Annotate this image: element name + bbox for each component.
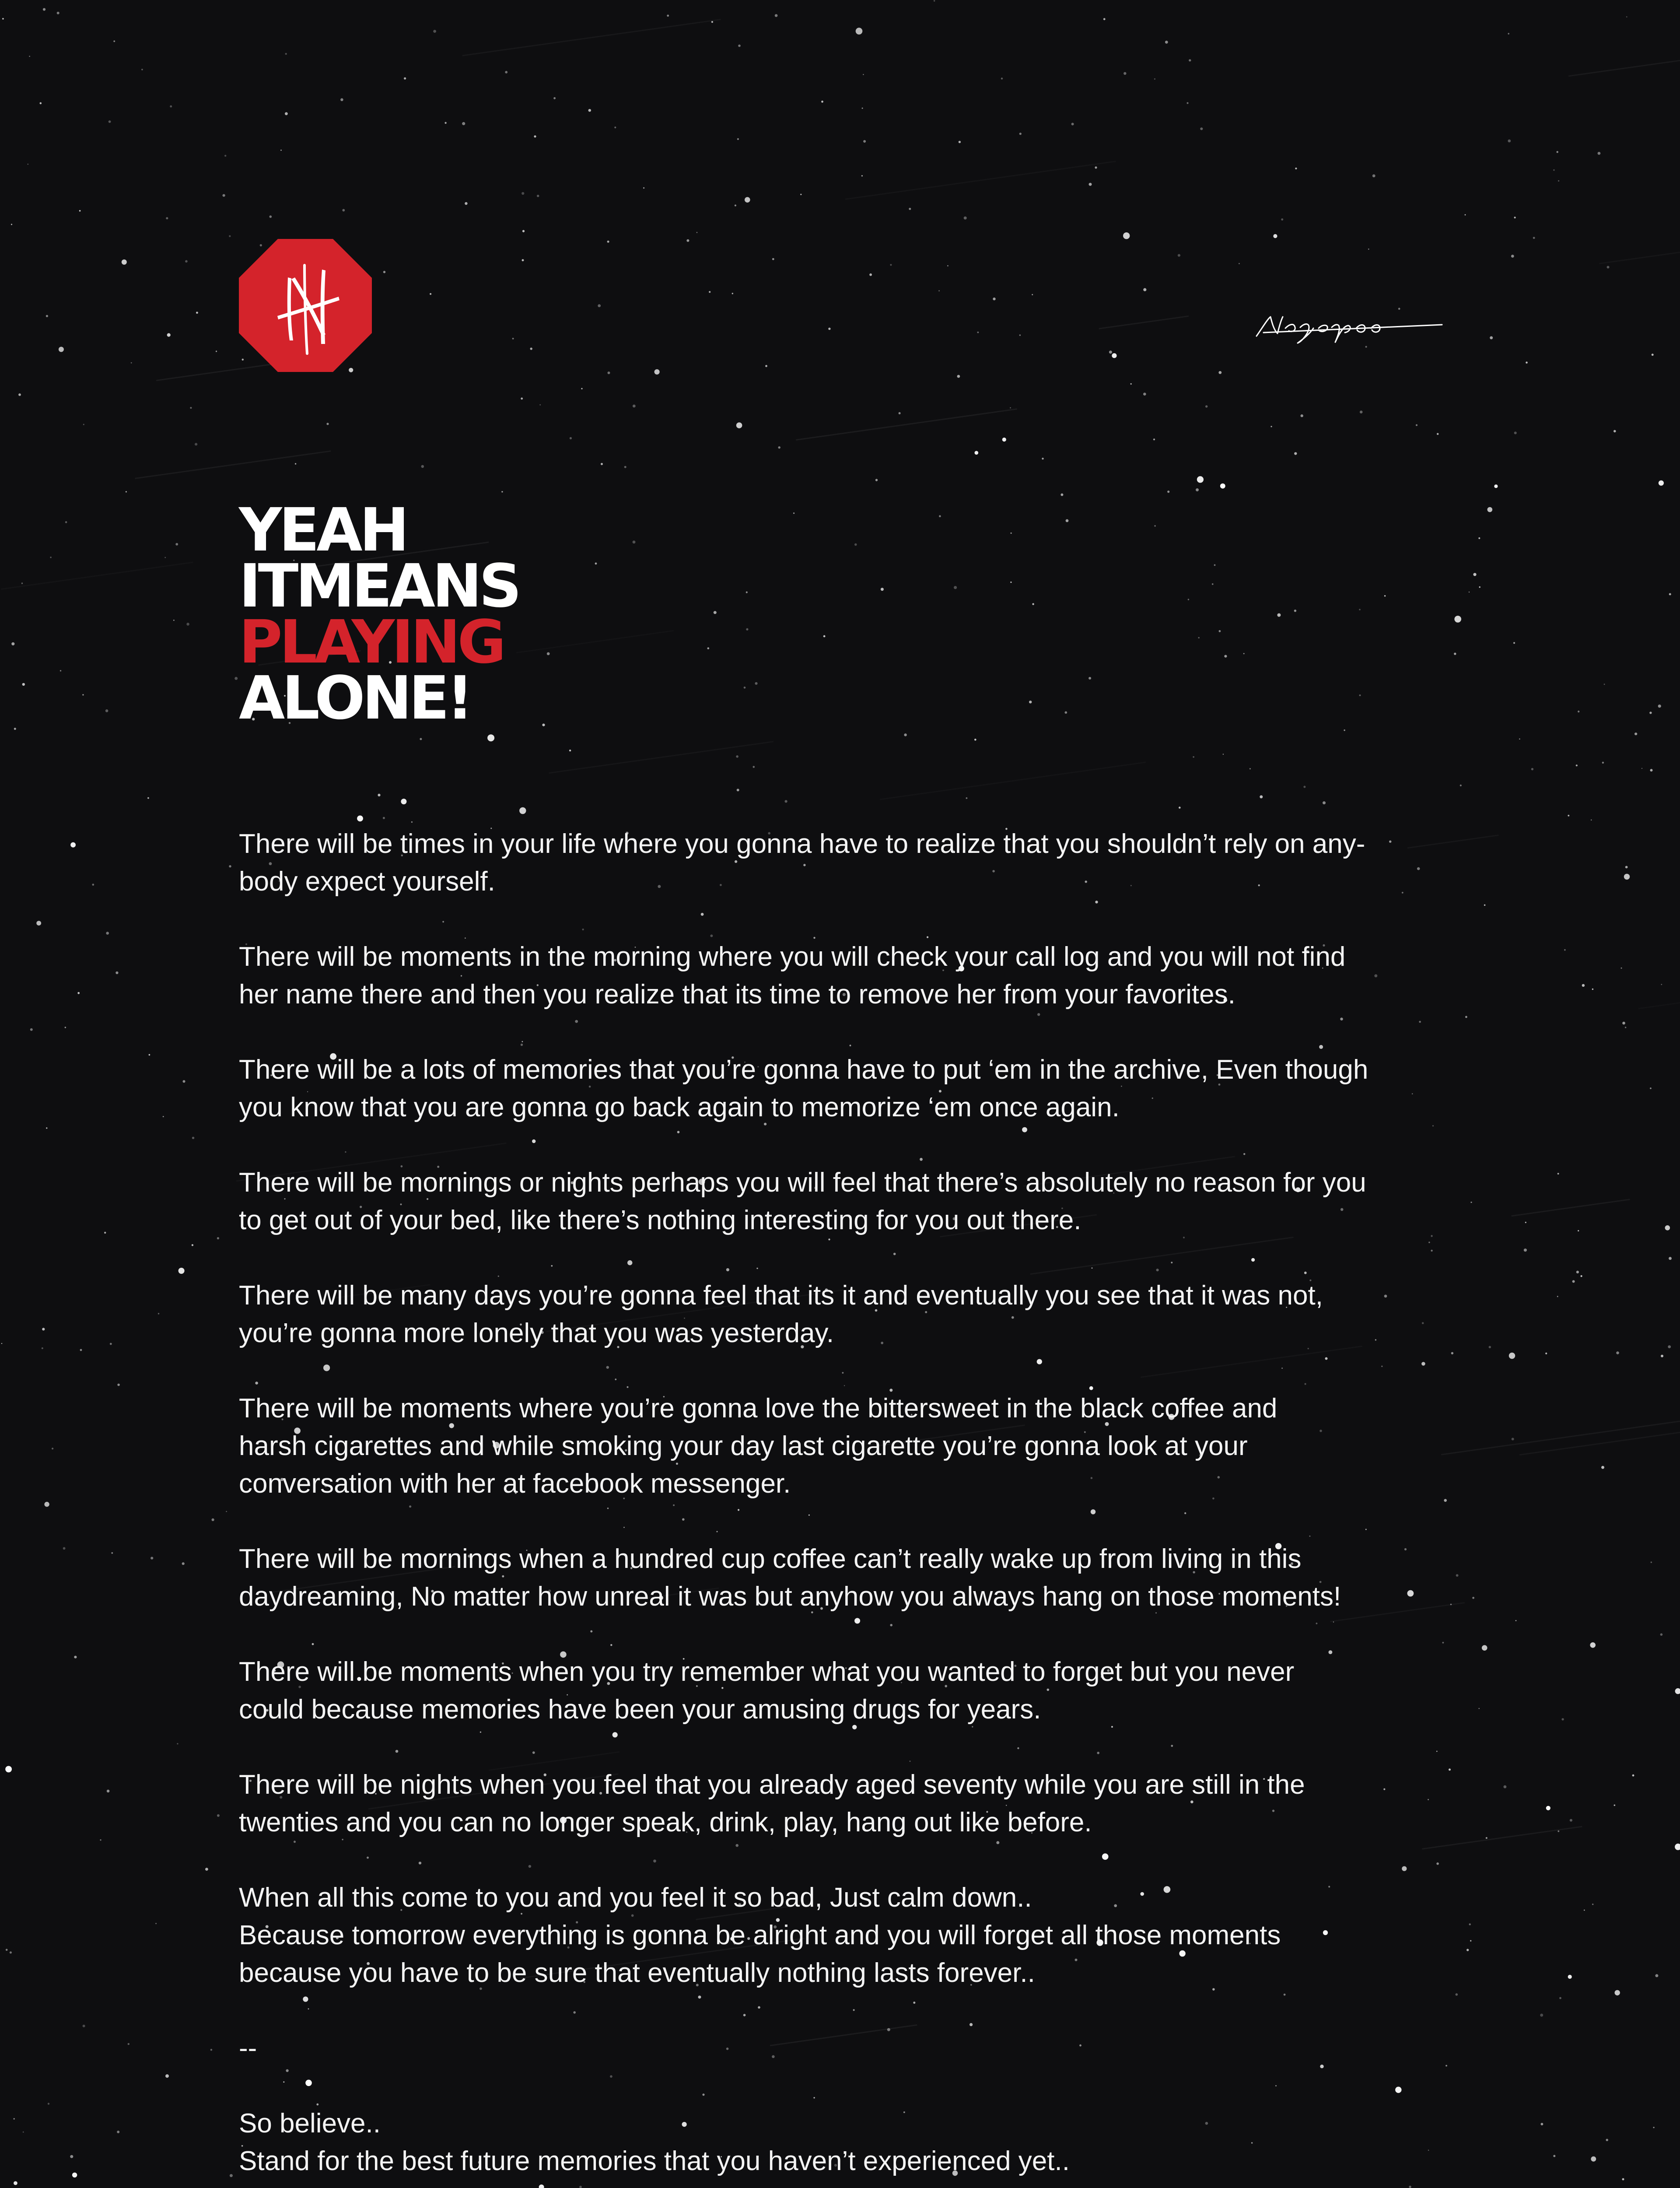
paragraph-line: So believe.. [239, 2108, 381, 2139]
paragraph-line: -- [239, 2033, 257, 2063]
paragraph-line: There will be mornings or nights perhaps you will feel that there’s absolutely no reason for you [239, 1168, 1366, 1198]
paragraph-line: When all this come to you and you feel it so bad, Just calm down.. [239, 1883, 1032, 1913]
headline-line-2: ITMEANS [239, 552, 519, 621]
paragraph [239, 825, 1446, 901]
paragraph-line: There will be mornings when a hundred cup coffee can’t really wake up from living in this [239, 1544, 1302, 1574]
paragraph-line: twenties and you can no longer speak, drink, play, hang out like before. [239, 1807, 1092, 1837]
paragraph [239, 1051, 1446, 1126]
paragraph-line: There will be many days you’re gonna feel that its it and eventually you see that it was not, [239, 1280, 1323, 1311]
paragraph-line: There will be nights when you feel that you already aged seventy while you are still in the [239, 1770, 1305, 1800]
paragraph-line: you’re gonna more lonely that you was yesterday. [239, 1318, 834, 1348]
paragraph-line: body expect yourself. [239, 866, 495, 897]
paragraph [239, 1277, 1446, 1352]
red-octagon-n-monogram-icon [239, 239, 372, 372]
paragraph-line: There will be times in your life where you gonna have to realize that you shouldn’t rely on any- [239, 829, 1365, 859]
paragraph-line: to get out of your bed, like there’s nothing interesting for you out there. [239, 1205, 1082, 1235]
letter-body [239, 825, 1446, 2188]
paragraph-line: conversation with her at facebook messenger. [239, 1469, 791, 1499]
paragraph-line: harsh cigarettes and while smoking your day last cigarette you’re gonna look at your [239, 1431, 1248, 1461]
paragraph-line: There will be moments where you’re gonna love the bittersweet in the black coffee and [239, 1393, 1278, 1424]
paragraph [239, 1540, 1446, 1616]
paragraph-line: because you have to be sure that eventually nothing lasts forever.. [239, 1958, 1035, 1988]
paragraph-line: you know that you are gonna go back again to memorize ‘em once again. [239, 1092, 1120, 1122]
paragraph [239, 2030, 1446, 2067]
headline-line-3-accent: PLAYING [239, 608, 504, 677]
paragraph [239, 2105, 1446, 2180]
paragraph-line: daydreaming, No matter how unreal it was but anyhow you always hang on those moments! [239, 1581, 1341, 1612]
paragraph [239, 1390, 1446, 1503]
paragraph-line: There will be a lots of memories that you’re gonna have to put ‘em in the archive, Even though [239, 1055, 1368, 1085]
paragraph-line: There will be moments in the morning where you will check your call log and you will not find [239, 942, 1346, 972]
paragraph [239, 1879, 1446, 1992]
signature-mark [1255, 302, 1444, 346]
paragraph-line: her name there and then you realize that its time to remove her from your favorites. [239, 979, 1236, 1010]
headline-line-1: YEAH [239, 496, 406, 565]
paragraph-line: Because tomorrow everything is gonna be alright and you will forget all those moments [239, 1920, 1281, 1950]
paragraph [239, 1653, 1446, 1729]
paragraph-line: There will be moments when you try remember what you wanted to forget but you never [239, 1657, 1295, 1687]
paragraph-line: Stand for the best future memories that you haven’t experienced yet.. [239, 2146, 1070, 2176]
paragraph [239, 1766, 1446, 1841]
paragraph-line: could because memories have been your amusing drugs for years. [239, 1694, 1041, 1725]
headline-line-4: ALONE! [239, 664, 471, 733]
paragraph [239, 1164, 1446, 1239]
paragraph [239, 938, 1446, 1013]
headline [239, 496, 720, 733]
